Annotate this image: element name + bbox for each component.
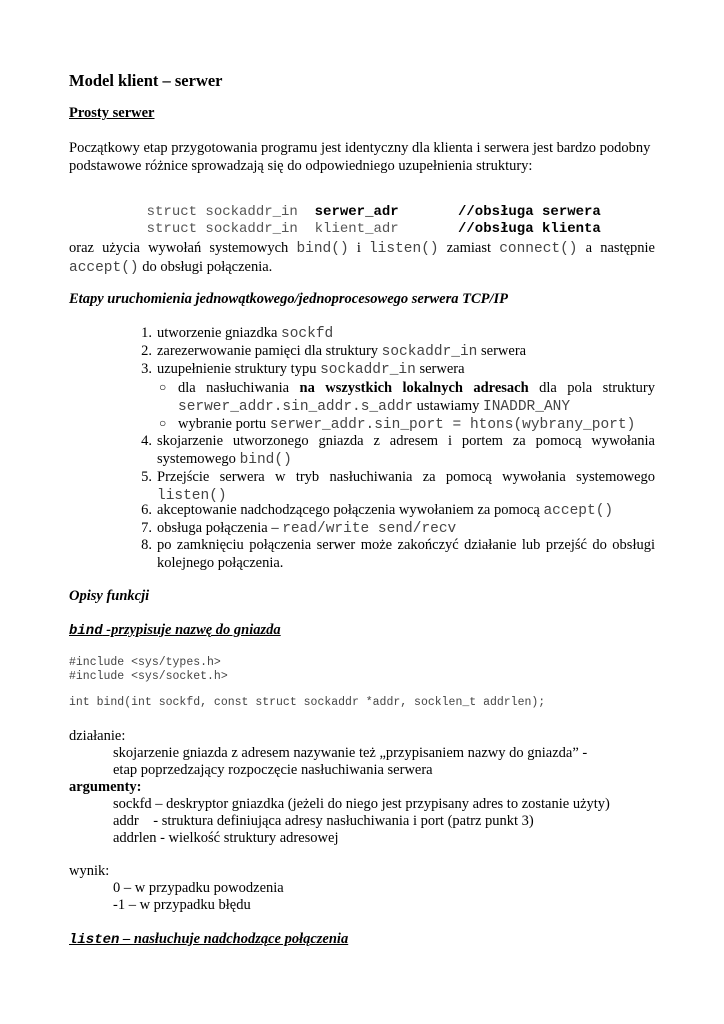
include-line: #include <sys/socket.h> bbox=[69, 670, 228, 683]
argument-line: addrlen - wielkość struktury adresowej bbox=[113, 830, 339, 846]
list-text: dla nasłuchiwania bbox=[178, 380, 300, 396]
list-item bbox=[132, 325, 655, 344]
bind-heading-code: bind bbox=[69, 623, 103, 639]
list-code: serwer_addr.sin_addr.s_addr bbox=[178, 398, 413, 415]
list-number: 5. bbox=[141, 469, 152, 485]
list-number: 2. bbox=[141, 343, 152, 359]
list-code: accept() bbox=[543, 503, 614, 519]
argumenty-label: argumenty: bbox=[69, 779, 142, 795]
list-code: bind() bbox=[239, 451, 292, 468]
list-number: 3. bbox=[141, 361, 152, 377]
list-item bbox=[132, 469, 655, 505]
circle-bullet-icon: ○ bbox=[159, 380, 167, 394]
dzialanie-line: etap poprzedzający rozpoczęcie nasłuchiwania serwera bbox=[113, 762, 433, 778]
usage-paragraph bbox=[69, 239, 655, 277]
list-text: Przejście serwera w tryb nasłuchiwania za pomocą wywołania systemowego bbox=[157, 469, 655, 485]
sub-list-item bbox=[159, 380, 655, 416]
list-item bbox=[132, 502, 655, 521]
list-code: sockfd bbox=[281, 326, 334, 342]
list-text: serwera bbox=[415, 361, 465, 377]
code-struct-comment: //obsługa klienta bbox=[458, 221, 601, 237]
list-bold-text: na wszystkich lokalnych adresach bbox=[299, 380, 529, 396]
listen-heading-code: listen bbox=[69, 932, 120, 948]
list-code: serwer_addr.sin_port = htons(wybrany_port) bbox=[269, 417, 636, 433]
code-bind: bind() bbox=[296, 241, 349, 257]
list-number: 4. bbox=[141, 433, 152, 449]
sub-line-2 bbox=[178, 398, 655, 417]
list-item bbox=[132, 343, 655, 362]
section-heading-prosty-serwer: Prosty serwer bbox=[69, 105, 155, 121]
code-struct-name: klient_adr bbox=[314, 221, 399, 237]
include-line: #include <sys/types.h> bbox=[69, 656, 221, 669]
usage-line-1 bbox=[69, 239, 655, 258]
wynik-line: 0 – w przypadku powodzenia bbox=[113, 880, 284, 896]
list-code: INADDR_ANY bbox=[483, 398, 571, 415]
code-struct-type: struct sockaddr_in bbox=[146, 221, 298, 237]
opisy-heading: Opisy funkcji bbox=[69, 588, 150, 604]
bind-prototype: int bind(int sockfd, const struct sockaddr *addr, socklen_t addrlen); bbox=[69, 696, 546, 709]
list-item bbox=[132, 520, 655, 539]
list-text: dla pola struktury bbox=[528, 380, 655, 396]
wynik-line: -1 – w przypadku błędu bbox=[113, 897, 251, 913]
list-text: po zamknięciu połączenia serwer może zakończyć działanie lub przejść do obsługi kolejnego połączenia. bbox=[157, 537, 655, 571]
usage-text: i bbox=[348, 240, 369, 256]
argument-line: sockfd – deskryptor gniazdka (jeżeli do niego jest przypisany adres to zostanie użyty) bbox=[113, 796, 610, 812]
list-item bbox=[132, 433, 655, 469]
code-accept: accept() bbox=[69, 260, 139, 276]
stages-heading: Etapy uruchomienia jednowątkowego/jednoprocesowego serwera TCP/IP bbox=[69, 291, 509, 307]
list-item bbox=[132, 537, 655, 572]
usage-text: do obsługi połączenia. bbox=[138, 259, 273, 275]
list-number: 8. bbox=[141, 537, 152, 553]
sub-line-1 bbox=[178, 380, 655, 398]
code-struct-type: struct sockaddr_in bbox=[146, 204, 298, 220]
dzialanie-label: działanie: bbox=[69, 728, 126, 744]
usage-text: oraz użycia wywołań systemowych bbox=[69, 240, 297, 256]
bind-heading bbox=[69, 622, 281, 639]
usage-line-2 bbox=[69, 258, 655, 277]
argument-line: addr - struktura definiująca adresy nasłuchiwania i port (patrz punkt 3) bbox=[113, 813, 534, 829]
list-code: read/write send/recv bbox=[282, 521, 457, 537]
list-text: obsługa połączenia – bbox=[157, 520, 283, 536]
list-code: sockaddr_in bbox=[320, 362, 416, 378]
list-code: sockaddr_in bbox=[381, 344, 478, 360]
bind-heading-text: -przypisuje nazwę do gniazda bbox=[102, 622, 281, 638]
sub-list-item bbox=[159, 416, 655, 435]
list-text: wybranie portu bbox=[178, 416, 270, 432]
intro-line-2: podstawowe różnice sprowadzają się do odpowiedniego uzupełnienia struktury: bbox=[69, 158, 533, 174]
code-connect: connect() bbox=[499, 241, 578, 257]
code-struct-comment: //obsługa serwera bbox=[458, 204, 601, 220]
code-listen: listen() bbox=[368, 241, 439, 257]
list-number: 6. bbox=[141, 502, 152, 518]
list-code: listen() bbox=[157, 487, 227, 504]
circle-bullet-icon: ○ bbox=[159, 416, 167, 430]
list-text: ustawiamy bbox=[412, 397, 484, 414]
list-number: 7. bbox=[141, 520, 152, 536]
code-struct-name: serwer_adr bbox=[314, 204, 399, 220]
list-number: 1. bbox=[141, 325, 152, 341]
usage-text: a następnie bbox=[577, 240, 655, 256]
list-text: zarezerwowanie pamięci dla struktury bbox=[157, 343, 382, 359]
list-item bbox=[132, 361, 655, 380]
page-title: Model klient – serwer bbox=[69, 71, 223, 90]
wynik-label: wynik: bbox=[69, 863, 110, 879]
list-text: skojarzenie utworzonego gniazda z adresem i portem za pomocą wywołania systemowego bbox=[157, 433, 655, 467]
intro-paragraph bbox=[69, 139, 655, 175]
list-text: utworzenie gniazdka bbox=[157, 325, 282, 341]
dzialanie-line: skojarzenie gniazda z adresem nazywanie też „przypisaniem nazwy do gniazda” - bbox=[113, 745, 588, 761]
listen-heading-text: – nasłuchuje nadchodzące połączenia bbox=[119, 931, 349, 947]
list-text: akceptowanie nadchodzącego połączenia wywołaniem za pomocą bbox=[157, 502, 544, 518]
list-text: serwera bbox=[477, 343, 527, 359]
list-text: uzupełnienie struktury typu bbox=[157, 361, 321, 377]
intro-line-1: Początkowy etap przygotowania programu jest identyczny dla klienta i serwera jest bardzo podobny bbox=[69, 140, 651, 156]
listen-heading bbox=[69, 931, 348, 948]
usage-text: zamiast bbox=[438, 240, 500, 256]
